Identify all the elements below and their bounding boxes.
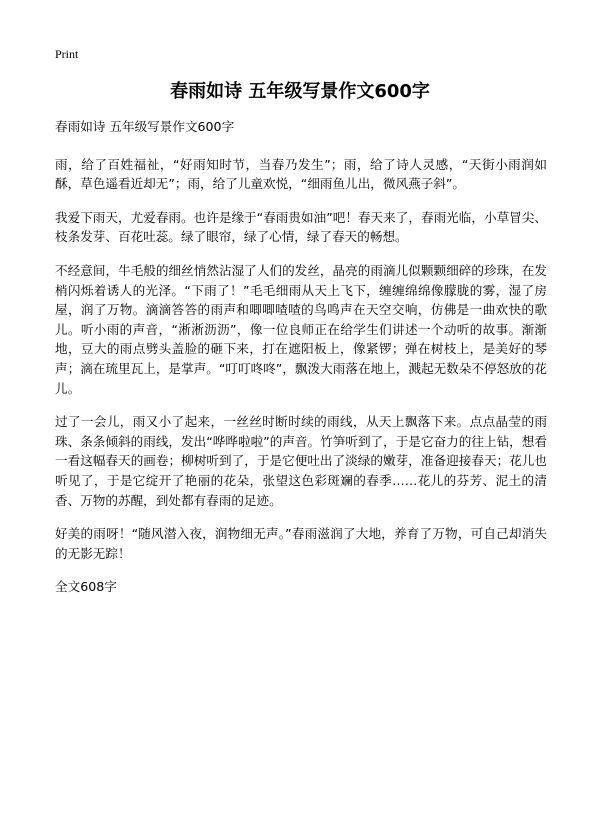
word-count: 全文608字 bbox=[55, 579, 117, 595]
paragraph-1: 雨，给了百姓福祉，“好雨知时节，当春乃发生”；雨，给了诗人灵感，“天街小雨润如酥，草色遥看近却无”；雨，给了儿童欢悦，“细雨鱼儿出，微风燕子斜”。 bbox=[55, 156, 547, 192]
article-subtitle: 春雨如诗 五年级写景作文600字 bbox=[55, 119, 235, 134]
article-title: 春雨如诗 五年级写景作文600字 bbox=[170, 81, 430, 102]
print-link[interactable]: Print bbox=[55, 47, 79, 61]
paragraph-3: 不经意间，牛毛般的细丝悄然沾湿了人们的发丝，晶亮的雨滴儿似颗颗细碎的珍珠，在发梢闪烁着诱人的光泽。“下雨了！”毛毛细雨从天上飞下，缠缠绵绵像朦胧的雾，湿了房屋，润了万物。滴滴答答的雨声和唧唧喳喳的鸟鸣声在天空交响，仿佛是一曲欢快的歌儿。听小雨的声音，“淅淅沥沥”，像一位良师正在给学生们讲述一个动听的故事。渐渐地，豆大的雨点劈头盖脸的砸下来，打在遮阳板上，像紧锣；弹在树枝上，是美好的琴声；滴在琉里瓦上，是掌声。“叮叮咚咚”，飘泼大雨落在地上，溅起无数朵不停怒放的花儿。 bbox=[55, 262, 547, 396]
paragraph-2: 我爱下雨天，尤爱春雨。也许是缘于“春雨贵如油”吧！春天来了，春雨光临，小草冒尖、枝条发芽、百花吐蕊。绿了眼帘，绿了心情，绿了春天的畅想。 bbox=[55, 209, 547, 245]
paragraph-5: 好美的雨呀！“随风潜入夜，润物细无声。”春雨滋润了大地，养育了万物，可自己却消失的无影无踪！ bbox=[55, 526, 547, 561]
paragraph-4: 过了一会儿，雨又小了起来，一丝丝时断时续的雨线，从天上飘落下来。点点晶莹的雨珠、条条倾斜的雨线，发出“哗哗啦啦”的声音。竹笋听到了，于是它奋力的往上钻，想看一看这幅春天的画卷；柳树听到了，于是它便吐出了淡绿的嫩芽，准备迎接春天；花儿也听见了，于是它绽开了艳丽的花朵，张望这色彩斑斓的春季……花儿的芬芳、泥土的清香、万物的苏醒，到处都有春雨的足迹。 bbox=[55, 414, 547, 508]
article-body bbox=[55, 117, 547, 611]
